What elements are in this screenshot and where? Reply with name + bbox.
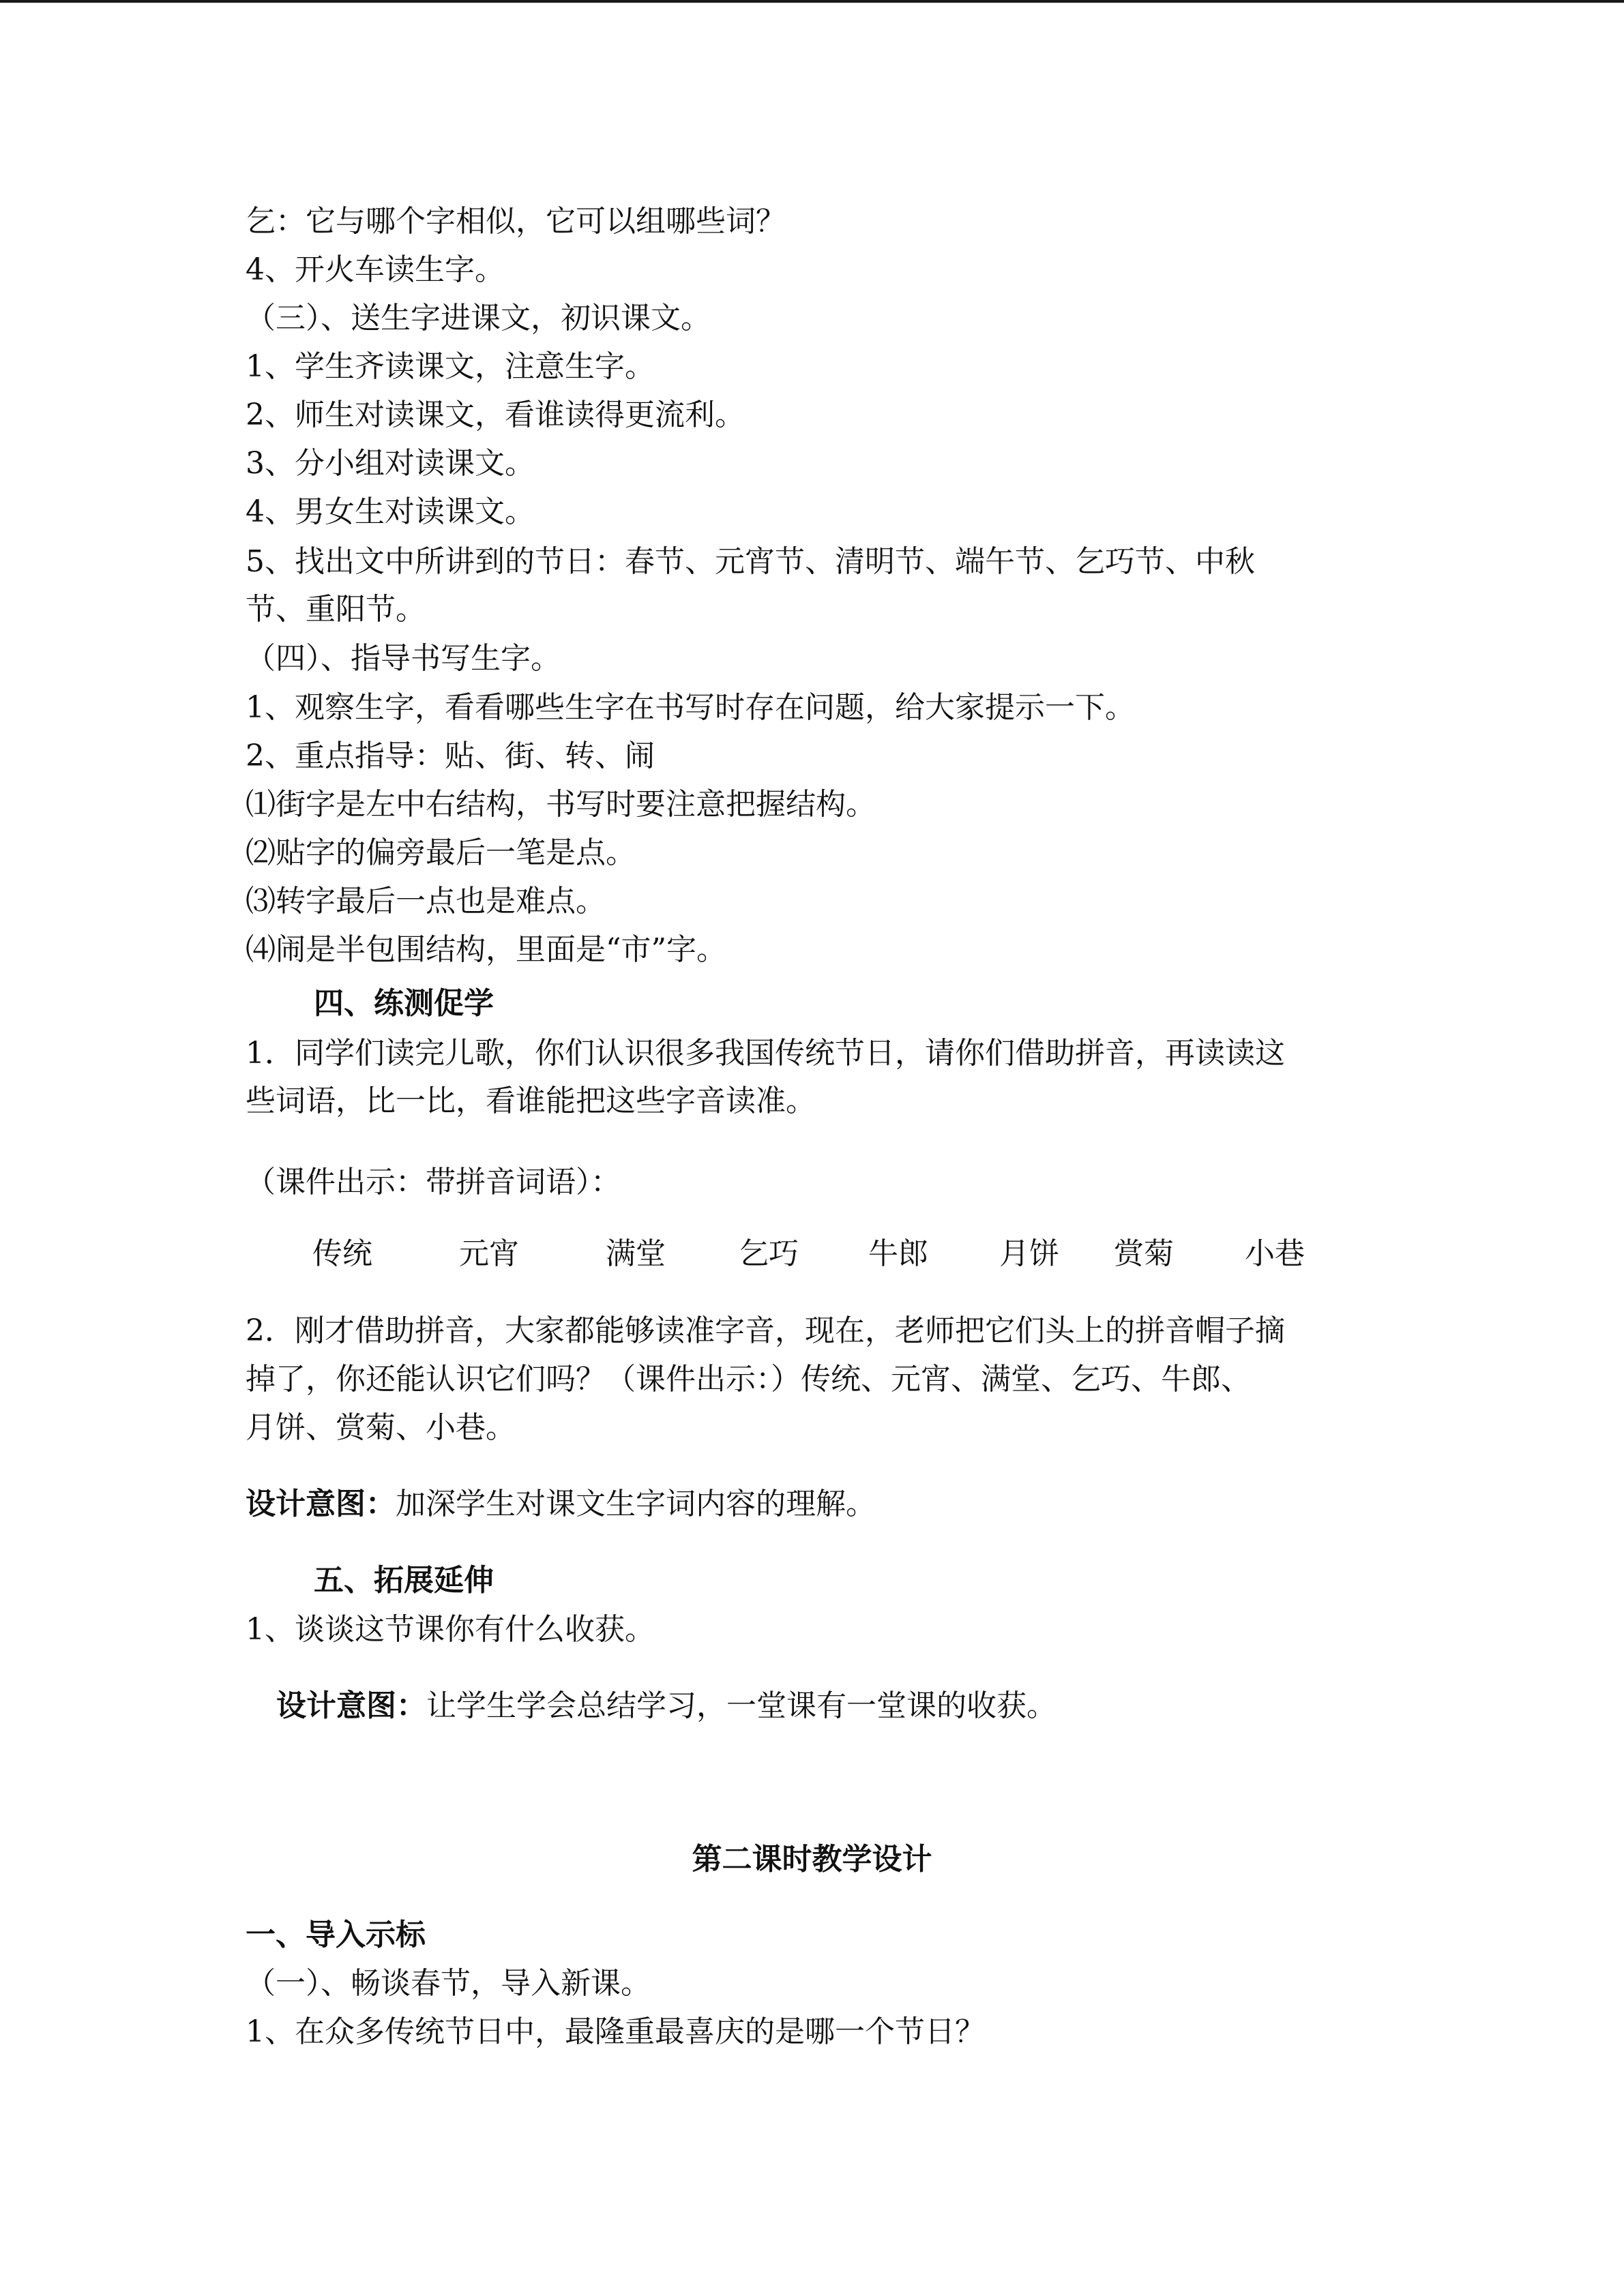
subheading: （一）、畅谈春节，导入新课。 <box>246 1966 651 2001</box>
text-line: 1、在众多传统节日中，最隆重最喜庆的是哪一个节日？ <box>246 2014 985 2049</box>
text-line: 4、男女生对读课文。 <box>246 494 535 529</box>
text-line: 4、开火车读生字。 <box>246 252 505 287</box>
text-line: ⑶转字最后一点也是难点。 <box>246 884 606 919</box>
text-line: 5、找出文中所讲到的节日：春节、元宵节、清明节、端午节、乞巧节、中秋 <box>246 544 1255 579</box>
word-item: 赏菊 <box>1114 1236 1174 1271</box>
text-line: ⑷闹是半包围结构，里面是“市”字。 <box>246 932 726 967</box>
text-line: 2．刚才借助拼音，大家都能够读准字音，现在，老师把它们头上的拼音帽子摘 <box>246 1313 1285 1348</box>
text-line: 1．同学们读完儿歌，你们认识很多我国传统节日，请你们借助拼音，再读读这 <box>246 1036 1285 1071</box>
text-line: ⑴街字是左中右结构，书写时要注意把握结构。 <box>246 787 876 822</box>
text-line: 2、师生对读课文，看谁读得更流利。 <box>246 398 745 432</box>
word-item: 元宵 <box>459 1236 519 1271</box>
design-intent-text: 让学生学会总结学习，一堂课有一堂课的收获。 <box>426 1688 1057 1723</box>
section-heading: 四、练测促学 <box>314 986 494 1021</box>
word-item: 牛郎 <box>868 1236 928 1271</box>
design-intent-label: 设计意图： <box>276 1688 426 1723</box>
word-item: 乞巧 <box>739 1236 799 1271</box>
text-line: 节、重阳节。 <box>246 592 426 627</box>
design-intent-label: 设计意图： <box>246 1487 396 1521</box>
text-line: 2、重点指导：贴、街、转、闹 <box>246 739 655 773</box>
design-intent <box>276 1686 1057 1727</box>
design-intent <box>246 1484 876 1525</box>
text-line: 1、谈谈这节课你有什么收获。 <box>246 1612 655 1647</box>
word-item: 传统 <box>312 1236 372 1271</box>
text-line: 些词语，比一比，看谁能把这些字音读准。 <box>246 1084 816 1118</box>
lesson-title: 第二课时教学设计 <box>692 1842 932 1877</box>
subheading: （四）、指导书写生字。 <box>246 641 561 676</box>
section-heading: 五、拓展延伸 <box>314 1563 494 1598</box>
design-intent-text: 加深学生对课文生字词内容的理解。 <box>396 1487 876 1521</box>
word-item: 小巷 <box>1245 1236 1305 1271</box>
word-item: 月饼 <box>999 1236 1059 1271</box>
text-line: 3、分小组对读课文。 <box>246 446 535 481</box>
text-line: 1、观察生字，看看哪些生字在书写时存在问题，给大家提示一下。 <box>246 690 1135 725</box>
text-line: （课件出示：带拼音词语）： <box>246 1165 621 1199</box>
section-heading: 一、导入示标 <box>246 1918 426 1952</box>
page-top-border <box>0 0 1624 3</box>
text-line: 乞：它与哪个字相似，它可以组哪些词？ <box>246 204 786 239</box>
text-line: 月饼、赏菊、小巷。 <box>246 1410 516 1445</box>
text-line: 1、学生齐读课文，注意生字。 <box>246 349 655 384</box>
text-line: 掉了，你还能认识它们吗？（课件出示：）传统、元宵、满堂、乞巧、牛郎、 <box>246 1362 1251 1397</box>
text-line: ⑵贴字的偏旁最后一笔是点。 <box>246 835 636 870</box>
subheading: （三）、送生字进课文，初识课文。 <box>246 301 711 336</box>
word-item: 满堂 <box>606 1236 666 1271</box>
